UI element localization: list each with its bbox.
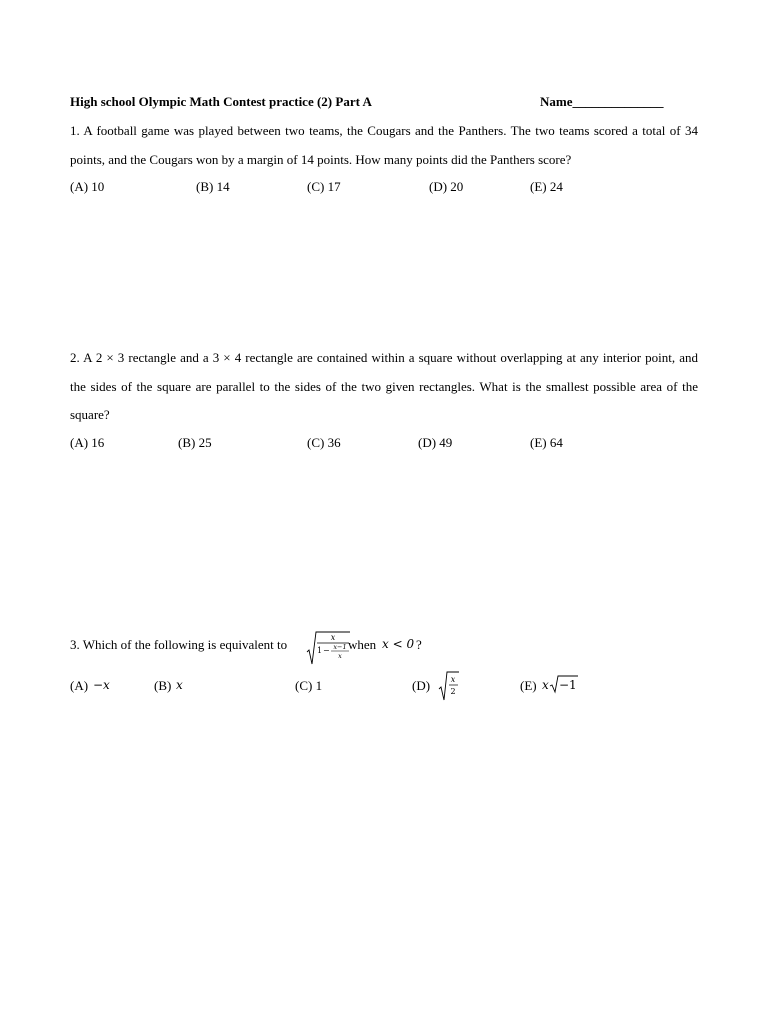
q1-option-d: (D) 20	[429, 179, 464, 194]
q1-option-e: (E) 24	[530, 179, 563, 194]
q3-option-e-label: (E)	[520, 678, 537, 693]
q3-option-b-value: x	[176, 678, 183, 692]
q3-option-a-label: (A)	[70, 678, 89, 693]
q3-condition: x < 0	[382, 637, 415, 651]
q3-minus: −	[323, 646, 330, 655]
page-title: High school Olympic Math Contest practice (2) Part A	[70, 94, 372, 109]
q3-option-d-denominator: 2	[450, 687, 456, 696]
q3-option-d-radical	[438, 671, 460, 701]
q2-option-a: (A) 16	[70, 435, 105, 450]
q3-option-d-numerator: x	[450, 675, 456, 684]
q1-option-a: (A) 10	[70, 179, 105, 194]
q3-option-e-radicand: −1	[559, 678, 577, 692]
q2-option-d: (D) 49	[418, 435, 453, 450]
q3-one: 1	[317, 646, 323, 655]
question-3-prefix: 3. Which of the following is equivalent to	[70, 637, 288, 652]
q3-option-a-value: −x	[93, 678, 110, 692]
q3-outer-numerator: x	[330, 633, 336, 642]
q3-option-b-label: (B)	[154, 678, 172, 693]
question-1-text: 1. A football game was played between two teams, the Cougars and the Panthers. The two teams scored a total of 34 points, and the Cougars won by a margin of 14 points. How many points did the Panthers score?	[70, 123, 698, 167]
q3-nested-radical	[306, 631, 352, 665]
name-field: Name______________	[540, 94, 664, 109]
q2-option-b: (B) 25	[178, 435, 212, 450]
q3-question-mark: ?	[416, 637, 422, 652]
q3-option-c: (C) 1	[295, 678, 323, 693]
q1-option-c: (C) 17	[307, 179, 341, 194]
q3-when-word: when	[348, 637, 377, 652]
q2-option-c: (C) 36	[307, 435, 341, 450]
q3-option-e-radical	[549, 675, 579, 695]
q3-inner-denominator: x	[338, 652, 342, 660]
q1-option-b: (B) 14	[196, 179, 230, 194]
q3-inner-numerator: x−1	[333, 643, 347, 651]
question-2-text: 2. A 2 × 3 rectangle and a 3 × 4 rectangle are contained within a square without overlapping at any interior point, and the sides of the square are parallel to the sides of the two given rectangles. What is the smallest possible area of the square?	[70, 350, 698, 422]
q3-option-d-label: (D)	[412, 678, 431, 693]
q3-option-e-x: x	[542, 678, 549, 692]
q2-option-e: (E) 64	[530, 435, 563, 450]
